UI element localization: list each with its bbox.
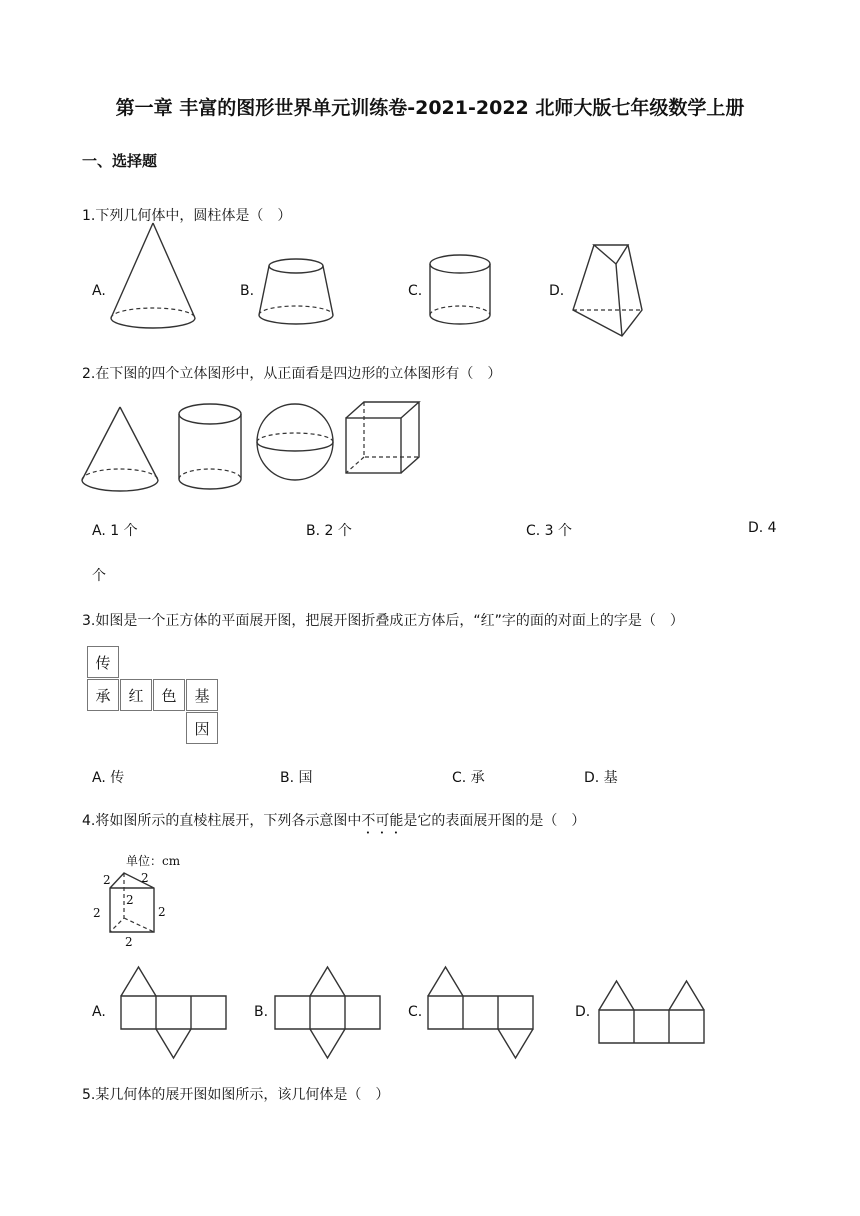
q4-dim-label: 2 <box>158 905 166 919</box>
net-cell-ji: 基 <box>186 679 218 711</box>
q4-option-d-label: D. <box>575 1004 591 1020</box>
q2-cube-figure <box>343 400 423 476</box>
q4-dim-label: 2 <box>126 893 134 907</box>
q4-dim-label: 2 <box>125 935 133 949</box>
net-cell-cheng: 承 <box>87 679 119 711</box>
net-cell-hong: 红 <box>120 679 152 711</box>
question-3-text: 3.如图是一个正方体的平面展开图，把展开图折叠成正方体后，“红”字的面的对面上的字是（ ） <box>82 613 684 629</box>
question-5-text: 5.某几何体的展开图如图所示，该几何体是（ ） <box>82 1087 390 1103</box>
q4-net-d <box>597 978 707 1046</box>
q4-dim-label: 2 <box>103 873 111 887</box>
q4-dim-label: 2 <box>93 906 101 920</box>
q2-option-b: B. 2 个 <box>306 523 352 539</box>
q3-option-d: D. 基 <box>584 770 618 786</box>
q4-option-a-label: A. <box>92 1004 106 1020</box>
q2-option-a: A. 1 个 <box>92 523 138 539</box>
q2-option-c: C. 3 个 <box>526 523 573 539</box>
q4-dim-label: 2 <box>141 871 149 885</box>
q3-option-c: C. 承 <box>452 770 485 786</box>
q3-option-b: B. 国 <box>280 770 313 786</box>
q2-sphere-figure <box>255 402 337 484</box>
question-4-text <box>82 810 585 837</box>
q1-cylinder-figure <box>428 252 494 330</box>
net-cell-se: 色 <box>153 679 185 711</box>
net-cell-yin: 因 <box>186 712 218 744</box>
q4-unit-label: 单位：cm <box>126 854 181 868</box>
section-heading: 一、选择题 <box>82 152 158 170</box>
q3-option-a: A. 传 <box>92 770 125 786</box>
q4-net-c <box>427 965 535 1061</box>
q2-cone-figure <box>80 405 162 495</box>
q1-prism-figure <box>570 240 645 340</box>
q2-cylinder-figure <box>177 402 245 494</box>
q4-text-part-2: 是它的表面展开图的是（ ） <box>403 813 586 829</box>
q4-net-b <box>274 965 382 1061</box>
q1-cone-figure <box>108 220 198 332</box>
question-1-text: 1.下列几何体中，圆柱体是（ ） <box>82 208 292 224</box>
q4-text-emphasis: 不可能 <box>361 813 404 829</box>
q1-option-a-label: A. <box>92 283 106 299</box>
q1-option-b-label: B. <box>240 283 255 299</box>
question-2-text: 2.在下图的四个立体图形中，从正面看是四边形的立体图形有（ ） <box>82 366 502 382</box>
q4-option-c-label: C. <box>408 1004 423 1020</box>
q2-option-d: D. 4 <box>748 520 777 536</box>
q4-prism-figure <box>100 868 180 950</box>
q4-option-b-label: B. <box>254 1004 269 1020</box>
q4-text-part-1: 4.将如图所示的直棱柱展开，下列各示意图中 <box>82 813 362 829</box>
q1-option-d-label: D. <box>549 283 565 299</box>
q2-option-d-wrap: 个 <box>92 568 106 584</box>
net-cell-chuan: 传 <box>87 646 119 678</box>
page-title: 第一章 丰富的图形世界单元训练卷-2021-2022 北师大版七年级数学上册 <box>115 97 745 119</box>
q1-option-c-label: C. <box>408 283 423 299</box>
q4-net-a <box>120 965 228 1061</box>
q1-frustum-figure <box>256 255 336 330</box>
